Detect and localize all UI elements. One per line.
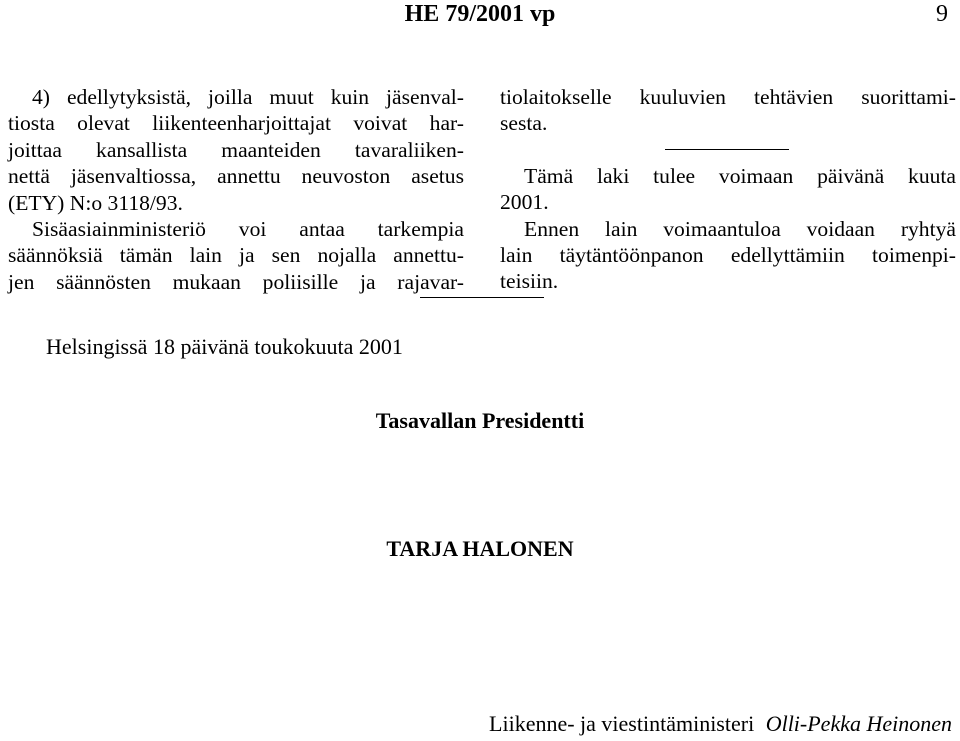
text-line: Sisäasiainministeriö voi antaa tarkempia	[32, 217, 464, 242]
text-line: 2001.	[500, 190, 549, 215]
page-number: 9	[936, 1, 948, 27]
text-line: lain täytäntöönpanon edellyttämiin toimenpi-	[500, 243, 956, 268]
text-line: säännöksiä tämän lain ja sen nojalla annettu-	[8, 243, 464, 268]
paragraph-continuation	[500, 84, 956, 137]
section-divider-rule	[665, 149, 789, 150]
paragraph-entry-into-force	[500, 163, 956, 216]
document-title: HE 79/2001 vp	[404, 1, 556, 27]
minister-signature	[489, 710, 952, 738]
minister-name: Olli-Pekka Heinonen	[765, 711, 952, 736]
minister-title: Liikenne- ja viestintäministeri	[489, 711, 755, 736]
text-line: tiolaitokselle kuuluvien tehtävien suorittami-	[500, 85, 956, 109]
paragraph-item-4	[8, 84, 464, 216]
end-divider-rule	[420, 297, 544, 298]
paragraph-preparations	[500, 216, 956, 295]
place-and-date: Helsingissä 18 päivänä toukokuuta 2001	[46, 334, 403, 359]
office-title: Tasavallan Presidentti	[375, 408, 585, 433]
text-line: jen säännösten mukaan poliisille ja rajavar-	[8, 269, 464, 294]
text-line: Ennen lain voimaantuloa voidaan ryhtyä	[524, 216, 956, 241]
paragraph-ministry	[8, 216, 464, 295]
text-line: nettä jäsenvaltiossa, annettu neuvoston asetus	[8, 164, 464, 189]
president-name: TARJA HALONEN	[386, 536, 574, 561]
text-line: 4) edellytyksistä, joilla muut kuin jäsenval-	[32, 85, 464, 109]
text-line: joittaa kansallista maanteiden tavaraliiken-	[8, 137, 464, 162]
text-line: teisiin.	[500, 269, 559, 294]
text-line: Tämä laki tulee voimaan päivänä kuuta	[524, 163, 956, 188]
text-line: (ETY) N:o 3118/93.	[8, 190, 183, 215]
right-column	[500, 84, 956, 295]
text-line: tiosta olevat liikenteenharjoittajat voivat har-	[8, 111, 464, 136]
left-column	[8, 84, 464, 295]
text-line: sesta.	[500, 111, 548, 136]
